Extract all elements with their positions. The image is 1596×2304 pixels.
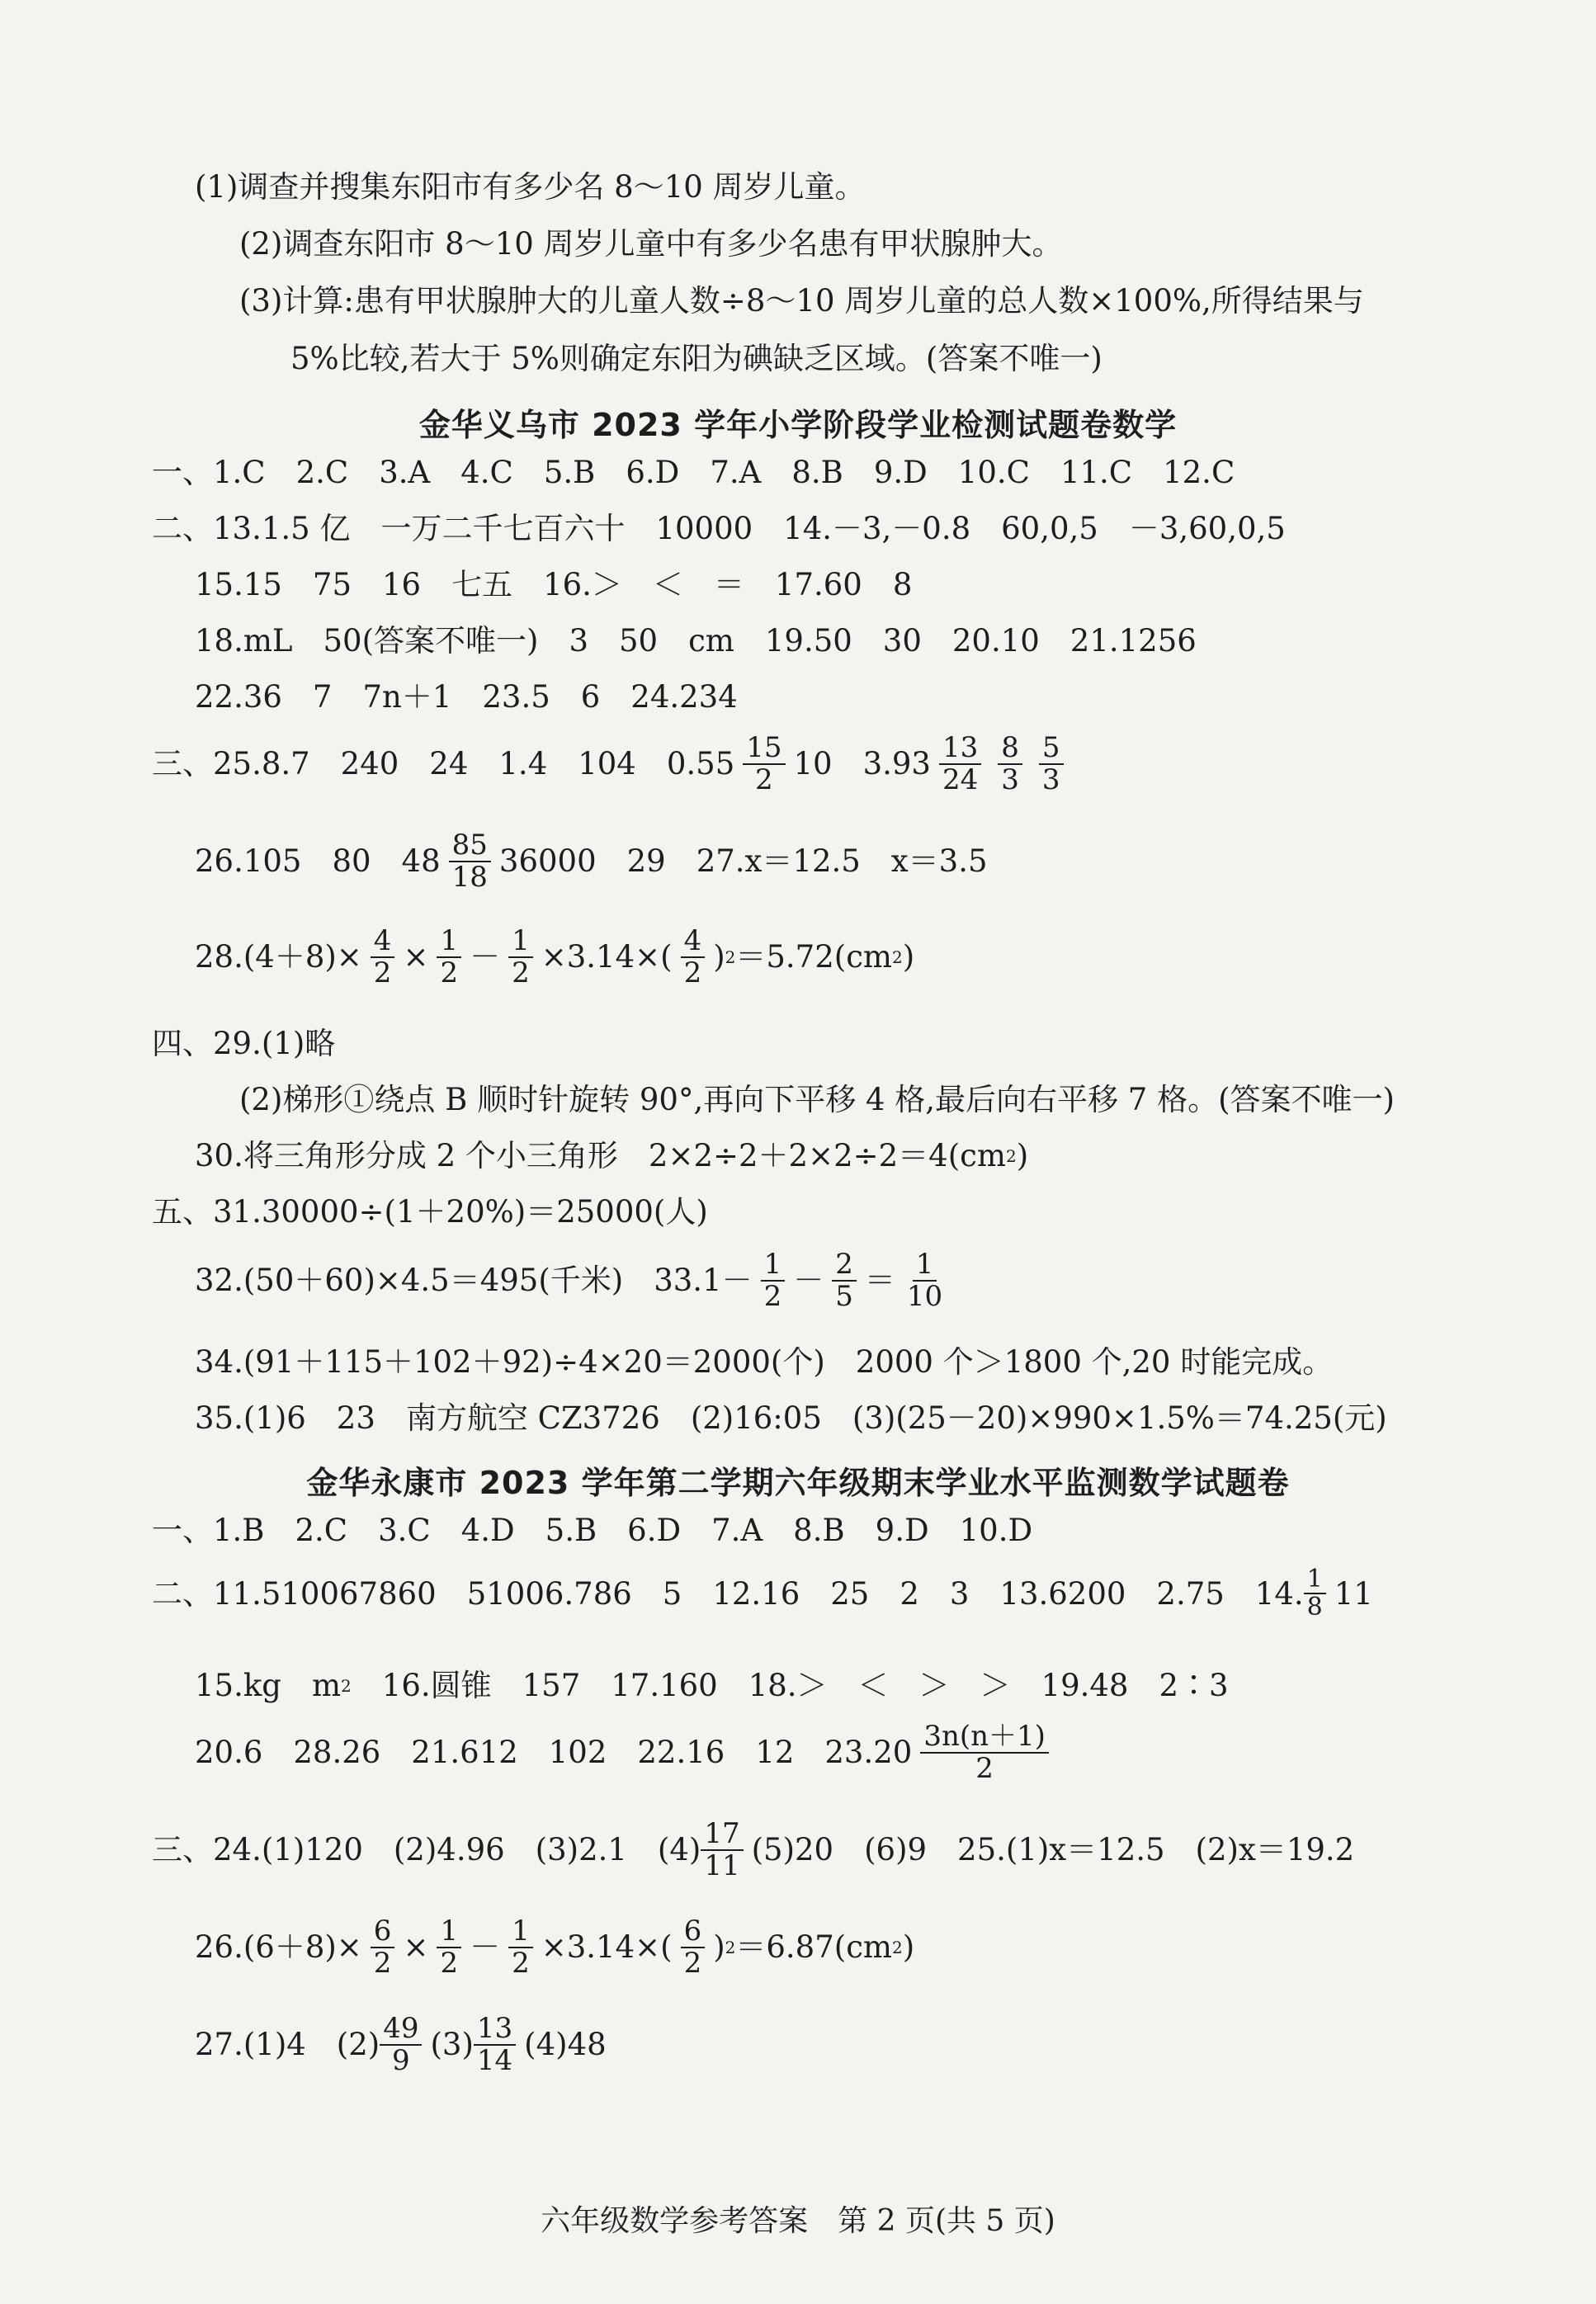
fraction <box>371 926 395 988</box>
yongkang-part-2-line-2: 15.kg m 2 16.圆锥 157 17.160 18.＞ ＜ ＞ ＞ 19.48 2∶3 <box>195 1668 1229 1703</box>
fraction <box>437 1916 461 1978</box>
q46-line-3 <box>239 283 1364 319</box>
fraction <box>1039 733 1064 795</box>
fraction <box>474 2014 516 2075</box>
yongkang-section-title: 金华永康市 2023 学年第二学期六年级期末学业水平监测数学试题卷 <box>306 1465 1290 1501</box>
yiwu-part-3-line-2 <box>195 830 988 892</box>
fraction <box>449 830 491 892</box>
yiwu-part-5-line-4 <box>195 1400 1387 1436</box>
fraction <box>508 1916 533 1978</box>
fraction <box>380 2014 422 2075</box>
fraction-denominator: 3 <box>1001 762 1019 796</box>
fraction-numerator: 4 <box>371 926 395 958</box>
fraction-denominator: 9 <box>392 2043 410 2077</box>
fraction-denominator: 18 <box>451 860 488 894</box>
yiwu-part-5-line-2 <box>195 1249 954 1311</box>
expr-part: ) <box>713 1929 725 1966</box>
fraction-denominator: 2 <box>755 762 773 796</box>
fraction-denominator: 11 <box>704 1848 740 1882</box>
expr-part: 28.(4＋8)× <box>195 939 362 975</box>
yongkang-q20-q23-text: 20.6 28.26 21.612 102 22.16 12 23.20 <box>195 1735 913 1771</box>
expr-part: (4)48 <box>524 2027 607 2063</box>
fraction-denominator: 2 <box>683 1946 702 1980</box>
q46-line-2 <box>239 226 1063 262</box>
yongkang-q14-rest: 11 <box>1334 1575 1373 1612</box>
fraction-numerator: 1 <box>913 1249 937 1282</box>
yiwu-part-4-line-3: 30.将三角形分成 2 个小三角形 2×2÷2＋2×2÷2＝4(cm 2 ) <box>195 1138 1029 1173</box>
fraction-denominator: 2 <box>373 1946 392 1980</box>
yongkang-q24-text: 三、24.(1)120 (2)4.96 (3)2.1 (4) <box>152 1832 701 1868</box>
fraction-denominator: 2 <box>440 1946 459 1980</box>
q46-part-2: (2)调查东阳市 8～10 周岁儿童中有多少名患有甲状腺肿大。 <box>239 226 1063 262</box>
fraction-denominator: 10 <box>906 1279 943 1313</box>
fraction-denominator: 2 <box>975 1751 994 1785</box>
fraction-numerator: 49 <box>380 2014 422 2046</box>
q46-part-3a: (3)计算:患有甲状腺肿大的儿童人数÷8～10 周岁儿童的总人数×100%,所得结果与 <box>239 283 1364 319</box>
yiwu-q29-text: 四、29.(1)略 <box>152 1026 336 1061</box>
fraction-numerator: 1 <box>437 926 461 958</box>
yongkang-q26: 26.(6＋8)× $\frac{6}{2}$ × $\frac{1}{2}$ － $\frac{1}{2}$ ×3.14×( $\frac{6}{2}$ ) 2 ＝6.87(cm 2 ) <box>195 1914 915 1980</box>
yiwu-q35-text: 35.(1)6 23 南方航空 CZ3726 (2)16:05 (3)(25－20)×990×1.5%＝74.25(元) <box>195 1400 1387 1436</box>
fraction-numerator: 2 <box>832 1249 857 1282</box>
fraction-denominator: 2 <box>763 1279 782 1313</box>
fraction-denominator: 2 <box>373 956 392 989</box>
yiwu-part-5-line-1 <box>152 1194 708 1230</box>
fraction <box>1304 1566 1326 1622</box>
yiwu-q28: 28.(4＋8)× $\frac{4}{2}$ × $\frac{1}{2}$ － $\frac{1}{2}$ ×3.14×( $\frac{4}{2}$ ) 2 ＝5.72(cm 2 ) <box>195 924 915 989</box>
fraction <box>904 1249 946 1311</box>
yiwu-q31-text: 五、31.30000÷(1＋20%)＝25000(人) <box>152 1194 708 1230</box>
fraction <box>743 733 785 795</box>
fraction <box>832 1249 857 1311</box>
fraction-numerator: 6 <box>371 1916 395 1948</box>
fraction-numerator: 4 <box>681 926 706 958</box>
yiwu-part-2-line-2 <box>195 569 912 600</box>
yiwu-q30-text: 30.将三角形分成 2 个小三角形 2×2÷2＋2×2÷2＝4(cm <box>195 1138 1006 1173</box>
fraction <box>437 926 461 988</box>
yiwu-q32-q33-text: 32.(50＋60)×4.5＝495(千米) 33.1－ <box>195 1263 753 1299</box>
fraction <box>939 733 981 795</box>
yiwu-part-5-line-3 <box>195 1344 1334 1380</box>
yiwu-q34-text: 34.(91＋115＋102＋92)÷4×20＝2000(个) 2000 个＞1800 个,20 时能完成。 <box>195 1344 1334 1380</box>
yiwu-q25-text-mid: 10 3.93 <box>793 746 931 782</box>
yiwu-part-4-line-2 <box>239 1084 1395 1115</box>
expr-part: 26.(6＋8)× <box>195 1929 362 1966</box>
yiwu-part-2-text-3: 18.mL 50(答案不唯一) 3 50 cm 19.50 30 20.10 21.1256 <box>195 623 1197 659</box>
fraction-denominator: 14 <box>476 2043 513 2077</box>
yiwu-section-title: 金华义乌市 2023 学年小学阶段学业检测试题卷数学 <box>418 407 1178 443</box>
expr-part: ＝5.72(cm <box>735 939 892 975</box>
fraction-numerator: 8 <box>998 733 1022 765</box>
yongkang-q27 <box>195 2014 607 2075</box>
page-footer: 六年级数学参考答案 第 2 页(共 5 页) <box>541 2204 1055 2238</box>
fraction-numerator: 1 <box>508 1916 533 1948</box>
q46-part-1: (1)调查并搜集东阳市有多少名 8～10 周岁儿童。 <box>195 169 866 205</box>
fraction-numerator: 13 <box>474 2014 516 2046</box>
fraction-denominator: 2 <box>512 1946 530 1980</box>
fraction-denominator: 8 <box>1306 1593 1323 1622</box>
fraction-denominator: 2 <box>440 956 459 989</box>
yiwu-part-2-line-4 <box>195 679 738 715</box>
expr-part: ) <box>902 939 915 975</box>
expr-part: ＝6.87(cm <box>735 1929 892 1966</box>
yiwu-q25-text: 三、25.8.7 240 24 1.4 104 0.55 <box>152 746 735 782</box>
expr-part: ×3.14×( <box>541 939 673 975</box>
yiwu-part-2-line-1 <box>152 513 1286 544</box>
expr-part: ) <box>902 1929 915 1966</box>
expr-part: × <box>403 1929 429 1966</box>
yongkang-part-1-text: 一、1.B 2.C 3.C 4.D 5.B 6.D 7.A 8.B 9.D 10.D <box>152 1513 1033 1548</box>
fraction <box>371 1916 395 1978</box>
fraction-numerator: 5 <box>1039 733 1064 765</box>
yongkang-part-3-line-1 <box>152 1819 1354 1881</box>
fraction <box>701 1819 743 1881</box>
fraction <box>920 1721 1049 1783</box>
expr-part: (3) <box>430 2027 474 2063</box>
fraction-numerator: 1 <box>761 1249 786 1282</box>
fraction-denominator: 2 <box>512 956 530 989</box>
yiwu-part-3-line-1 <box>152 733 1072 795</box>
yiwu-part-2-text-4: 22.36 7 7n＋1 23.5 6 24.234 <box>195 679 738 715</box>
fraction-numerator: 1 <box>508 926 533 958</box>
expr-part: － <box>470 939 501 975</box>
fraction <box>681 1916 706 1978</box>
fraction-numerator: 17 <box>701 1819 743 1851</box>
fraction <box>761 1249 786 1311</box>
fraction-numerator: 13 <box>939 733 981 765</box>
fraction-denominator: 24 <box>942 762 979 796</box>
fraction-denominator: 5 <box>835 1279 853 1313</box>
yiwu-part-1 <box>152 457 1235 488</box>
yiwu-q30-end: ) <box>1016 1138 1029 1173</box>
yiwu-part-4-line-1 <box>152 1028 335 1059</box>
yiwu-part-2-line-3 <box>195 623 1197 659</box>
expr-part: ×3.14×( <box>541 1929 673 1966</box>
yiwu-part-2-text-1: 二、13.1.5 亿 一万二千七百六十 10000 14.－3,－0.8 60,0,5 －3,60,0,5 <box>152 511 1286 546</box>
fraction-numerator: 1 <box>437 1916 461 1948</box>
fraction-numerator: 6 <box>681 1916 706 1948</box>
q46-part-3b: 5%比较,若大于 5%则确定东阳为碘缺乏区域。(答案不唯一) <box>290 341 1103 376</box>
yiwu-q26-q27-text: 36000 29 27.x＝12.5 x＝3.5 <box>498 843 988 880</box>
fraction <box>998 733 1022 795</box>
expr-part: × <box>403 939 429 975</box>
yongkang-q16-q19-text: 16.圆锥 157 17.160 18.＞ ＜ ＞ ＞ 19.48 2∶3 <box>351 1668 1229 1703</box>
fraction-numerator: 15 <box>743 733 785 765</box>
yiwu-part-2-text-2: 15.15 75 16 七五 16.＞ ＜ ＝ 17.60 8 <box>195 567 913 602</box>
q46-line-4 <box>290 343 1103 374</box>
yongkang-q11-q14-text: 二、11.510067860 51006.786 5 12.16 25 2 3 13.6200 2.75 14. <box>152 1575 1304 1612</box>
yongkang-part-1 <box>152 1515 1032 1546</box>
expr-part: － <box>470 1929 501 1966</box>
fraction-denominator: 2 <box>683 956 702 989</box>
yiwu-q29-2-text: (2)梯形①绕点 B 顺时针旋转 90°,再向下平移 4 格,最后向右平移 7 格。(答案不唯一) <box>239 1082 1395 1117</box>
fraction <box>508 926 533 988</box>
yongkang-q24-q25-text: (5)20 (6)9 25.(1)x＝12.5 (2)x＝19.2 <box>751 1832 1355 1868</box>
fraction-numerator: 85 <box>449 830 491 862</box>
fraction-denominator: 3 <box>1041 762 1060 796</box>
expr-part: 27.(1)4 (2) <box>195 2027 380 2063</box>
fraction-numerator: 3n(n＋1) <box>920 1721 1049 1754</box>
q46-line-1 <box>195 169 866 205</box>
fraction-numerator: 1 <box>1304 1566 1326 1594</box>
expr-part: － <box>793 1263 824 1299</box>
yiwu-q26-text: 26.105 80 48 <box>195 843 441 880</box>
yiwu-part-1-text: 一、1.C 2.C 3.A 4.C 5.B 6.D 7.A 8.B 9.D 10.C 11.C 12.C <box>152 455 1235 490</box>
yongkang-q15-text: 15.kg m <box>195 1668 342 1703</box>
expr-part: ＝ <box>864 1263 895 1299</box>
yongkang-part-2-line-1 <box>152 1566 1373 1622</box>
expr-part: ) <box>713 939 725 975</box>
yongkang-part-2-line-3 <box>195 1721 1057 1783</box>
fraction <box>681 926 706 988</box>
